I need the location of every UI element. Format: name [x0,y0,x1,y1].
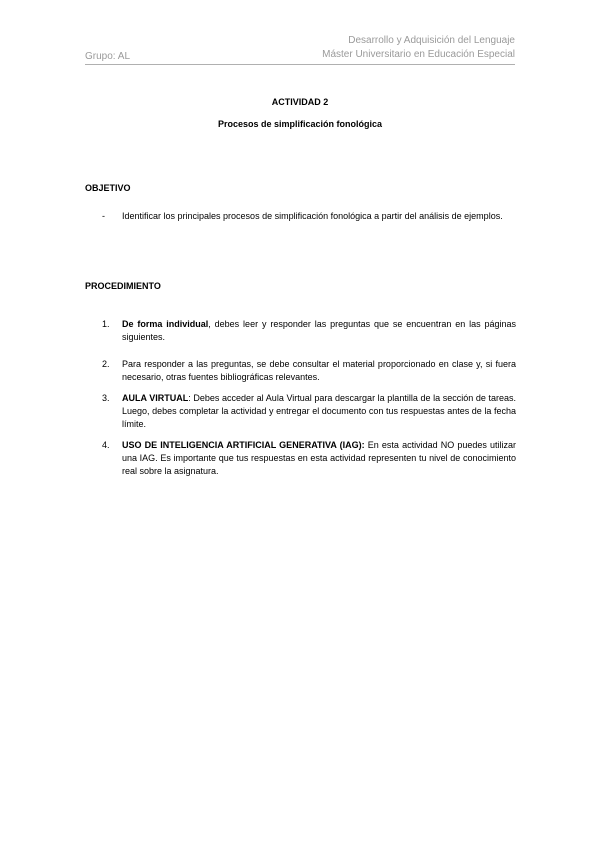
list-body: , debes leer y responder las preguntas que se encuentran en las páginas siguientes. [122,319,517,342]
objetivo-bullet [102,208,516,224]
header-course [322,34,515,62]
list-text [122,358,516,384]
document-title: ACTIVIDAD 2 [271,97,329,107]
procedimiento-heading: PROCEDIMIENTO [85,281,161,291]
list-body: Para responder a las preguntas, se debe consultar el material proporcionado en clase y, si fuera necesario, otras fuentes bibliográficas relevantes. [122,359,516,382]
list-bold: De forma individual [122,319,209,329]
list-body: En esta actividad NO puedes utilizar una IAG. Es importante que tus respuestas en esta actividad representen tu nivel de conocimiento real sobre la asignatura. [122,440,517,476]
list-number: 2. [102,359,110,369]
list-text [122,318,516,344]
header-divider [85,64,515,65]
header-course-line1: Desarrollo y Adquisición del Lenguaje [348,35,515,46]
list-bold: USO DE INTELIGENCIA ARTIFICIAL GENERATIVA (IAG): [122,440,365,450]
objetivo-text: Identificar los principales procesos de simplificación fonológica a partir del análisis de ejemplos. [122,211,503,221]
list-number: 4. [102,440,110,450]
document-subtitle: Procesos de simplificación fonológica [217,119,383,129]
list-text [122,439,516,478]
list-item [102,439,516,478]
list-number: 1. [102,319,110,329]
bullet-marker: - [102,211,105,221]
header-course-line2: Máster Universitario en Educación Especial [322,49,515,60]
list-text [122,392,516,431]
list-body: : Debes acceder al Aula Virtual para descargar la plantilla de la sección de tareas. Luego, debes completar la actividad y entregar el documento con tus respuestas antes de la fecha límite. [122,393,516,429]
header-group: Grupo: AL [85,51,131,62]
list-bold: AULA VIRTUAL [122,393,189,403]
list-number: 3. [102,393,110,403]
list-item [102,318,516,344]
objetivo-heading: OBJETIVO [85,183,131,193]
list-item [102,358,516,384]
list-item [102,392,516,431]
